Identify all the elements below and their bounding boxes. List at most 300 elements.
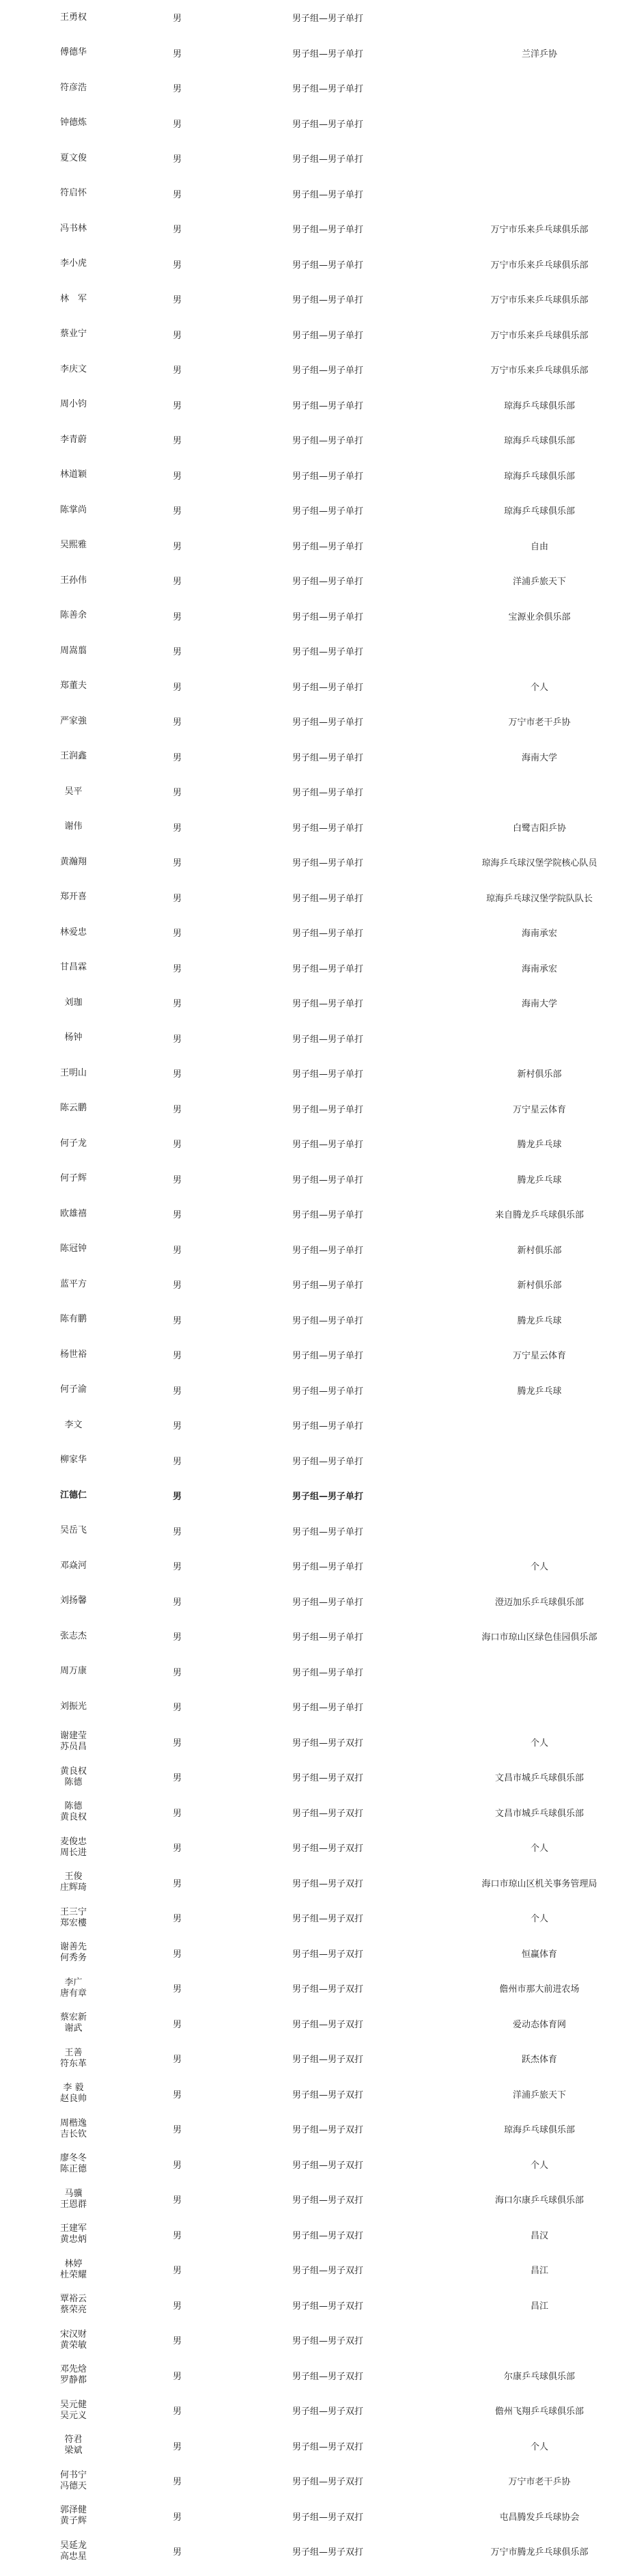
table-row bbox=[0, 1654, 635, 1690]
gender-cell: 男 bbox=[173, 858, 182, 869]
table-row bbox=[0, 106, 635, 141]
club-cell: 万宁市乐来乒乓球俱乐部 bbox=[490, 295, 589, 306]
player-name: 符东革 bbox=[59, 2058, 87, 2069]
club-cell: 万宁市乐来乒乓球俱乐部 bbox=[490, 260, 589, 271]
table-row bbox=[0, 2252, 635, 2288]
gender-cell: 男 bbox=[173, 1280, 182, 1291]
table-row bbox=[0, 317, 635, 353]
event-cell: 男子组—男子单打 bbox=[292, 1210, 364, 1221]
club-cell bbox=[444, 2322, 635, 2358]
club-cell bbox=[444, 176, 635, 212]
table-row bbox=[0, 774, 635, 810]
table-row bbox=[0, 1971, 635, 2006]
event-cell: 男子组—男子单打 bbox=[292, 893, 364, 904]
gender-cell: 男 bbox=[173, 2512, 182, 2523]
table-row bbox=[0, 2463, 635, 2499]
club-cell: 个人 bbox=[530, 1914, 548, 1925]
club-cell: 海南承宏 bbox=[521, 963, 557, 974]
player-name: 林爱忠 bbox=[59, 927, 87, 937]
gender-cell: 男 bbox=[173, 929, 182, 940]
gender-cell: 男 bbox=[173, 2195, 182, 2206]
table-row bbox=[0, 599, 635, 634]
table-row bbox=[0, 1513, 635, 1549]
club-cell: 海南大学 bbox=[521, 999, 557, 1010]
club-cell: 琼海乒乓球俱乐部 bbox=[503, 2125, 575, 2136]
table-row bbox=[0, 2428, 635, 2464]
event-cell: 男子组—男子单打 bbox=[292, 612, 364, 622]
table-row bbox=[0, 2288, 635, 2323]
player-name: 符君 bbox=[64, 2435, 83, 2445]
player-name: 王三宁 bbox=[59, 1906, 87, 1917]
player-name: 唐有章 bbox=[59, 1988, 87, 1999]
club-cell: 新村俱乐部 bbox=[517, 1280, 562, 1291]
player-name: 蓝平方 bbox=[59, 1278, 87, 1289]
gender-cell: 男 bbox=[173, 2055, 182, 2066]
table-row bbox=[0, 2041, 635, 2077]
player-name: 陈云鹏 bbox=[59, 1103, 87, 1114]
player-name: 李庆文 bbox=[59, 364, 87, 374]
club-cell: 海口尔康乒乓球俱乐部 bbox=[494, 2195, 584, 2206]
player-name: 傅德华 bbox=[59, 47, 87, 58]
player-name-cell bbox=[0, 2428, 147, 2464]
event-cell: 男子组—男子单打 bbox=[292, 1175, 364, 1186]
event-cell: 男子组—男子单打 bbox=[292, 752, 364, 763]
player-name-cell bbox=[0, 1689, 147, 1725]
player-name-cell bbox=[0, 2463, 147, 2499]
table-row bbox=[0, 2358, 635, 2394]
player-name: 王善 bbox=[64, 2047, 83, 2058]
event-cell: 男子组—男子单打 bbox=[292, 506, 364, 517]
gender-cell: 男 bbox=[173, 1315, 182, 1326]
table-row bbox=[0, 1091, 635, 1127]
player-name-cell bbox=[0, 2077, 147, 2112]
club-cell bbox=[444, 1654, 635, 1690]
club-cell: 海口市琼山区绿色佳园俱乐部 bbox=[481, 1632, 597, 1643]
gender-cell: 男 bbox=[173, 2441, 182, 2452]
player-name-cell bbox=[0, 317, 147, 353]
event-cell: 男子组—男子双打 bbox=[292, 2125, 364, 2136]
table-row bbox=[0, 633, 635, 669]
gender-cell: 男 bbox=[173, 682, 182, 693]
player-name: 黄瀚翔 bbox=[59, 856, 87, 867]
table-row bbox=[0, 2322, 635, 2358]
player-name: 李青蔚 bbox=[59, 434, 87, 445]
gender-cell: 男 bbox=[173, 471, 182, 482]
gender-cell: 男 bbox=[173, 1949, 182, 1960]
club-cell: 万宁市老干乒协 bbox=[508, 717, 571, 728]
player-name-cell bbox=[0, 1232, 147, 1268]
gender-cell: 男 bbox=[173, 647, 182, 658]
gender-cell: 男 bbox=[173, 14, 182, 25]
player-name: 吴元义 bbox=[59, 2410, 87, 2421]
gender-cell: 男 bbox=[173, 2230, 182, 2241]
table-row bbox=[0, 669, 635, 704]
event-cell: 男子组—男子双打 bbox=[292, 2477, 364, 2488]
event-cell: 男子组—男子双打 bbox=[292, 2407, 364, 2417]
player-name-cell bbox=[0, 1654, 147, 1690]
player-name-cell bbox=[0, 563, 147, 599]
table-row bbox=[0, 1936, 635, 1971]
event-cell: 男子组—男子单打 bbox=[292, 1034, 364, 1045]
gender-cell: 男 bbox=[173, 2125, 182, 2136]
table-row bbox=[0, 2111, 635, 2147]
club-cell: 个人 bbox=[530, 2160, 548, 2171]
gender-cell: 男 bbox=[173, 1492, 182, 1503]
club-cell bbox=[444, 1513, 635, 1549]
player-name: 周楷逸 bbox=[59, 2118, 87, 2128]
player-name-cell bbox=[0, 880, 147, 916]
player-name-cell bbox=[0, 2182, 147, 2217]
player-name-cell bbox=[0, 70, 147, 106]
table-row bbox=[0, 845, 635, 880]
player-name: 黄荣敏 bbox=[59, 2340, 87, 2351]
gender-cell: 男 bbox=[173, 1597, 182, 1608]
table-row bbox=[0, 1584, 635, 1619]
player-name-cell bbox=[0, 1900, 147, 1936]
gender-cell: 男 bbox=[173, 2371, 182, 2382]
gender-cell: 男 bbox=[173, 1421, 182, 1432]
gender-cell: 男 bbox=[173, 2407, 182, 2417]
gender-cell: 男 bbox=[173, 752, 182, 763]
club-cell: 万宁星云体育 bbox=[512, 1104, 566, 1115]
table-row bbox=[0, 1725, 635, 1760]
gender-cell: 男 bbox=[173, 717, 182, 728]
player-name: 李广 bbox=[64, 1977, 83, 1988]
table-row bbox=[0, 1689, 635, 1725]
table-row bbox=[0, 528, 635, 564]
event-cell: 男子组—男子双打 bbox=[292, 1773, 364, 1784]
club-cell: 儋州市那大前进农场 bbox=[499, 1984, 580, 1995]
event-cell: 男子组—男子单打 bbox=[292, 119, 364, 130]
table-row bbox=[0, 493, 635, 528]
player-name: 李文 bbox=[64, 1419, 83, 1430]
table-row bbox=[0, 563, 635, 599]
gender-cell: 男 bbox=[173, 1210, 182, 1221]
player-name: 陈正德 bbox=[59, 2164, 87, 2175]
player-name: 郑宏樓 bbox=[59, 1917, 87, 1928]
gender-cell: 男 bbox=[173, 119, 182, 130]
table-row bbox=[0, 2182, 635, 2217]
event-cell: 男子组—男子单打 bbox=[292, 1526, 364, 1537]
event-cell: 男子组—男子单打 bbox=[292, 999, 364, 1010]
player-name: 吴元健 bbox=[59, 2399, 87, 2410]
player-name-cell bbox=[0, 2217, 147, 2253]
gender-cell: 男 bbox=[173, 1808, 182, 1819]
gender-cell: 男 bbox=[173, 436, 182, 447]
gender-cell: 男 bbox=[173, 1562, 182, 1573]
club-cell: 宝源业余俱乐部 bbox=[508, 612, 571, 622]
club-cell: 跃杰体育 bbox=[521, 2055, 557, 2066]
club-cell: 个人 bbox=[530, 682, 548, 693]
player-name: 林 军 bbox=[59, 293, 87, 304]
table-row bbox=[0, 1162, 635, 1197]
table-row bbox=[0, 2217, 635, 2253]
player-name: 宋汉财 bbox=[59, 2329, 87, 2340]
club-cell: 儋州飞翔乒乓球俱乐部 bbox=[494, 2407, 584, 2417]
player-name: 周长进 bbox=[59, 1847, 87, 1858]
club-cell: 爱动态体育网 bbox=[512, 2019, 566, 2030]
club-cell bbox=[444, 141, 635, 176]
club-cell: 海口市琼山区机关事务管理局 bbox=[481, 1878, 597, 1889]
player-name: 陈善余 bbox=[59, 610, 87, 621]
player-name: 符彦浩 bbox=[59, 82, 87, 93]
gender-cell: 男 bbox=[173, 225, 182, 236]
player-name: 周万康 bbox=[59, 1666, 87, 1677]
table-row bbox=[0, 211, 635, 247]
player-name: 吉长钦 bbox=[59, 2128, 87, 2139]
table-row bbox=[0, 70, 635, 106]
event-cell: 男子组—男子双打 bbox=[292, 2019, 364, 2030]
gender-cell: 男 bbox=[173, 1175, 182, 1186]
event-cell: 男子组—男子单打 bbox=[292, 189, 364, 200]
gender-cell: 男 bbox=[173, 2019, 182, 2030]
table-row bbox=[0, 1126, 635, 1162]
player-name: 高忠星 bbox=[59, 2551, 87, 2562]
player-name: 吴延龙 bbox=[59, 2540, 87, 2551]
club-cell: 琼海乒乓球俱乐部 bbox=[503, 471, 575, 482]
player-name: 谢善先 bbox=[59, 1942, 87, 1953]
table-row bbox=[0, 422, 635, 458]
player-name: 吴平 bbox=[64, 786, 83, 797]
player-name: 欧雄禧 bbox=[59, 1208, 87, 1219]
player-name-cell bbox=[0, 810, 147, 845]
gender-cell: 男 bbox=[173, 1104, 182, 1115]
event-cell: 男子组—男子单打 bbox=[292, 1069, 364, 1080]
player-name: 谢建莹 bbox=[59, 1731, 87, 1742]
player-name: 李小虎 bbox=[59, 258, 87, 269]
event-cell: 男子组—男子单打 bbox=[292, 400, 364, 411]
event-cell: 男子组—男子单打 bbox=[292, 1597, 364, 1608]
player-name-cell bbox=[0, 2006, 147, 2042]
table-row bbox=[0, 1443, 635, 1479]
player-name-cell bbox=[0, 950, 147, 986]
gender-cell: 男 bbox=[173, 2547, 182, 2558]
gender-cell: 男 bbox=[173, 2336, 182, 2347]
player-name-cell bbox=[0, 2499, 147, 2534]
player-name-cell bbox=[0, 176, 147, 212]
club-cell: 尔康乒乓球俱乐部 bbox=[503, 2371, 575, 2382]
player-name: 冯德天 bbox=[59, 2480, 87, 2491]
gender-cell: 男 bbox=[173, 1245, 182, 1256]
club-cell bbox=[444, 1021, 635, 1056]
event-cell: 男子组—男子双打 bbox=[292, 1914, 364, 1925]
gender-cell: 男 bbox=[173, 506, 182, 517]
table-row bbox=[0, 1302, 635, 1338]
club-cell: 昌江 bbox=[530, 2301, 548, 2312]
player-name-cell bbox=[0, 915, 147, 950]
event-cell: 男子组—男子单打 bbox=[292, 1703, 364, 1714]
table-row bbox=[0, 1865, 635, 1901]
event-cell: 男子组—男子双打 bbox=[292, 2160, 364, 2171]
player-name: 周小钧 bbox=[59, 399, 87, 410]
club-cell bbox=[444, 1443, 635, 1479]
player-name: 符启怀 bbox=[59, 188, 87, 199]
club-cell: 海南大学 bbox=[521, 752, 557, 763]
club-cell: 来自腾龙乒乓球俱乐部 bbox=[494, 1210, 584, 1221]
table-row bbox=[0, 880, 635, 916]
player-name-cell bbox=[0, 1091, 147, 1127]
player-name-cell bbox=[0, 1725, 147, 1760]
gender-cell: 男 bbox=[173, 2160, 182, 2171]
player-name-cell bbox=[0, 2041, 147, 2077]
player-name-cell bbox=[0, 1865, 147, 1901]
table-row bbox=[0, 352, 635, 387]
player-name-cell bbox=[0, 2147, 147, 2182]
club-cell: 琼海乒乓球俱乐部 bbox=[503, 506, 575, 517]
player-name: 黄良权 bbox=[59, 1812, 87, 1823]
player-name: 庄辉琦 bbox=[59, 1882, 87, 1893]
event-cell: 男子组—男子单打 bbox=[292, 471, 364, 482]
player-name: 邓先焓 bbox=[59, 2364, 87, 2375]
gender-cell: 男 bbox=[173, 1386, 182, 1397]
event-cell: 男子组—男子单打 bbox=[292, 1632, 364, 1643]
event-cell: 男子组—男子单打 bbox=[292, 717, 364, 728]
gender-cell: 男 bbox=[173, 1878, 182, 1889]
club-cell bbox=[444, 70, 635, 106]
player-name-cell bbox=[0, 36, 147, 71]
event-cell: 男子组—男子单打 bbox=[292, 929, 364, 940]
player-name: 陈德 bbox=[64, 1777, 83, 1787]
table-row bbox=[0, 950, 635, 986]
club-cell: 文昌市城乒乓球俱乐部 bbox=[494, 1808, 584, 1819]
club-cell: 个人 bbox=[530, 2441, 548, 2452]
player-name-cell bbox=[0, 0, 147, 36]
club-cell: 洋浦乒旅天下 bbox=[512, 577, 566, 588]
event-cell: 男子组—男子单打 bbox=[292, 1386, 364, 1397]
event-cell: 男子组—男子单打 bbox=[292, 14, 364, 25]
gender-cell: 男 bbox=[173, 189, 182, 200]
player-name-cell bbox=[0, 704, 147, 739]
gender-cell: 男 bbox=[173, 1034, 182, 1045]
player-name-cell bbox=[0, 1971, 147, 2006]
player-name: 杨世裕 bbox=[59, 1349, 87, 1360]
event-cell: 男子组—男子双打 bbox=[292, 1738, 364, 1749]
table-row bbox=[0, 387, 635, 423]
event-cell: 男子组—男子单打 bbox=[292, 1280, 364, 1291]
gender-cell: 男 bbox=[173, 1351, 182, 1362]
gender-cell: 男 bbox=[173, 295, 182, 306]
club-cell: 澄迈加乐乒乓球俱乐部 bbox=[494, 1597, 584, 1608]
event-cell: 男子组—男子单打 bbox=[292, 541, 364, 552]
club-cell: 新村俱乐部 bbox=[517, 1245, 562, 1256]
gender-cell: 男 bbox=[173, 1632, 182, 1643]
player-name-cell bbox=[0, 528, 147, 564]
gender-cell: 男 bbox=[173, 49, 182, 59]
player-name: 张志杰 bbox=[59, 1630, 87, 1641]
gender-cell: 男 bbox=[173, 1456, 182, 1467]
club-cell: 自由 bbox=[530, 541, 548, 552]
player-name: 王孙伟 bbox=[59, 575, 87, 586]
table-row bbox=[0, 2534, 635, 2569]
event-cell: 男子组—男子单打 bbox=[292, 1667, 364, 1678]
event-cell: 男子组—男子双打 bbox=[292, 1984, 364, 1995]
player-name-cell bbox=[0, 458, 147, 493]
table-row bbox=[0, 1759, 635, 1795]
gender-cell: 男 bbox=[173, 1773, 182, 1784]
player-name: 蔡荣亮 bbox=[59, 2305, 87, 2316]
event-cell: 男子组—男子双打 bbox=[292, 2230, 364, 2241]
club-cell: 万宁市乐来乒乓球俱乐部 bbox=[490, 366, 589, 376]
player-name-cell bbox=[0, 1267, 147, 1302]
table-row bbox=[0, 141, 635, 176]
event-cell: 男子组—男子双打 bbox=[292, 2301, 364, 2312]
event-cell: 男子组—男子单打 bbox=[292, 436, 364, 447]
table-row bbox=[0, 704, 635, 739]
table-row bbox=[0, 739, 635, 775]
event-cell: 男子组—男子双打 bbox=[292, 1844, 364, 1854]
club-cell: 洋浦乒旅天下 bbox=[512, 2089, 566, 2100]
player-name: 柳家华 bbox=[59, 1455, 87, 1466]
event-cell: 男子组—男子单打 bbox=[292, 1562, 364, 1573]
gender-cell: 男 bbox=[173, 366, 182, 376]
club-cell: 屯昌腾发乒乓球协会 bbox=[499, 2512, 580, 2523]
event-cell: 男子组—男子单打 bbox=[292, 823, 364, 834]
event-cell: 男子组—男子单打 bbox=[292, 1351, 364, 1362]
player-name-cell bbox=[0, 352, 147, 387]
table-row bbox=[0, 2006, 635, 2042]
event-cell: 男子组—男子双打 bbox=[292, 2441, 364, 2452]
club-cell: 昌江 bbox=[530, 2266, 548, 2277]
club-cell bbox=[444, 774, 635, 810]
club-cell: 琼海乒乓球俱乐部 bbox=[503, 436, 575, 447]
event-cell: 男子组—男子单打 bbox=[292, 963, 364, 974]
player-name-cell bbox=[0, 1162, 147, 1197]
player-name: 王建军 bbox=[59, 2223, 87, 2234]
player-name: 赵良帅 bbox=[59, 2094, 87, 2105]
club-cell: 昌汉 bbox=[530, 2230, 548, 2241]
player-name-cell bbox=[0, 422, 147, 458]
club-cell: 新村俱乐部 bbox=[517, 1069, 562, 1080]
player-name: 蔡宏新 bbox=[59, 2012, 87, 2023]
player-name-cell bbox=[0, 2252, 147, 2288]
event-cell: 男子组—男子单打 bbox=[292, 858, 364, 869]
event-cell: 男子组—男子双打 bbox=[292, 2055, 364, 2066]
player-name: 李 毅 bbox=[63, 2083, 84, 2094]
event-cell: 男子组—男子单打 bbox=[292, 1456, 364, 1467]
club-cell: 腾龙乒乓球 bbox=[517, 1175, 562, 1186]
player-name: 廖冬冬 bbox=[59, 2153, 87, 2164]
player-name: 陈德 bbox=[64, 1801, 83, 1812]
player-name-cell bbox=[0, 739, 147, 775]
player-name-cell bbox=[0, 985, 147, 1021]
club-cell bbox=[444, 0, 635, 36]
player-name: 刘扬馨 bbox=[59, 1595, 87, 1606]
player-name: 何书宁 bbox=[59, 2469, 87, 2480]
player-name: 陈有鹏 bbox=[59, 1314, 87, 1325]
player-name-cell bbox=[0, 1759, 147, 1795]
player-name-cell bbox=[0, 1196, 147, 1232]
player-name-cell bbox=[0, 2358, 147, 2394]
player-name: 杨钟 bbox=[64, 1032, 83, 1043]
event-cell: 男子组—男子单打 bbox=[292, 577, 364, 588]
player-name-cell bbox=[0, 211, 147, 247]
table-row bbox=[0, 1232, 635, 1268]
gender-cell: 男 bbox=[173, 2266, 182, 2277]
table-row bbox=[0, 1267, 635, 1302]
player-name: 谢武 bbox=[64, 2023, 83, 2034]
table-row bbox=[0, 2393, 635, 2428]
club-cell: 琼海乒乓球俱乐部 bbox=[503, 400, 575, 411]
player-name: 麦俊忠 bbox=[59, 1836, 87, 1847]
gender-cell: 男 bbox=[173, 1738, 182, 1749]
event-cell: 男子组—男子单打 bbox=[292, 1140, 364, 1151]
player-name-cell bbox=[0, 106, 147, 141]
player-name: 郭泽健 bbox=[59, 2505, 87, 2516]
player-name: 谢伟 bbox=[64, 821, 83, 832]
player-name-cell bbox=[0, 1408, 147, 1443]
gender-cell: 男 bbox=[173, 330, 182, 341]
player-name-cell bbox=[0, 633, 147, 669]
